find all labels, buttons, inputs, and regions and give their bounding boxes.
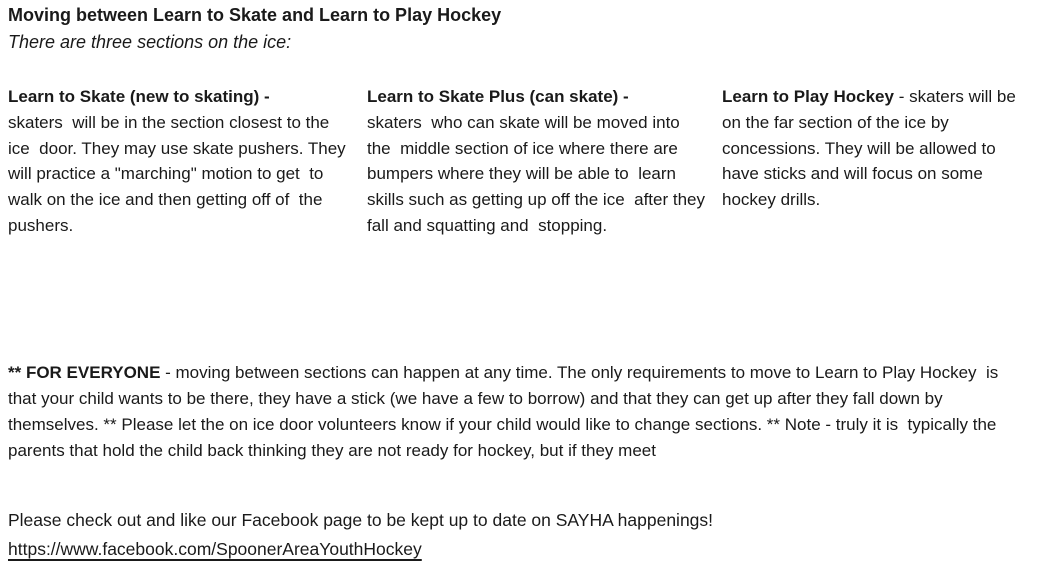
facebook-link[interactable]: https://www.facebook.com/SpoonerAreaYouthHockey (8, 539, 422, 559)
page-subtitle: There are three sections on the ice: (8, 32, 292, 52)
section-heading: Learn to Skate (new to skating) - (8, 87, 270, 106)
section-body: - skaters will be on the far section of the ice by concessions. They will be allowed to have sticks and will focus on some hockey drills. (722, 87, 1026, 210)
section-learn-to-play-hockey (722, 84, 1042, 213)
section-body: skaters who can skate will be moved into the middle section of ice where there are bumpers where they will be able to learn skills such as getting up off the ice after they fall and squatting and stopping. (367, 112, 710, 235)
section-heading: Learn to Skate Plus (can skate) - (367, 87, 629, 106)
footer (8, 506, 713, 563)
page-title: Moving between Learn to Skate and Learn to Play Hockey (8, 5, 502, 25)
for-everyone-body: - moving between sections can happen at any time. The only requirements to move to Learn to Play Hockey is that your child wants to be there, they have a stick (we have a few to borrow) and that they can get up after they fall down by themselves. ** Please let the on ice door volunteers know if your child would like to change sections. ** Note - truly it is typically the parents that hold the child back thinking they are not ready for hockey, but if they meet (8, 363, 1003, 460)
section-learn-to-skate-plus (367, 84, 710, 239)
section-heading: Learn to Play Hockey (722, 87, 894, 106)
section-learn-to-skate (8, 84, 356, 239)
facebook-message: Please check out and like our Facebook page to be kept up to date on SAYHA happenings! (8, 510, 714, 530)
section-body: skaters will be in the section closest to the ice door. They may use skate pushers. They will practice a "marching" motion to get to walk on the ice and then getting off of the pushers. (8, 112, 356, 235)
for-everyone-lead: ** FOR EVERYONE (8, 363, 161, 382)
for-everyone-paragraph (8, 360, 1030, 464)
